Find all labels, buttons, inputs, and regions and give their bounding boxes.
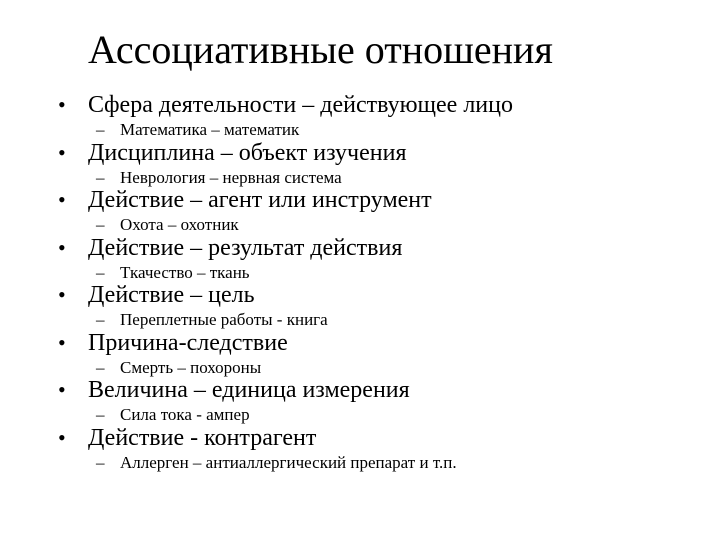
item-main-row xyxy=(58,233,402,263)
item-sub-text: Неврология – нервная система xyxy=(120,167,342,187)
item-sub-text: Охота – охотник xyxy=(120,215,239,234)
list-item xyxy=(58,90,698,138)
bullet-icon: • xyxy=(58,377,66,402)
item-sub-text: Ткачество – ткань xyxy=(120,262,250,282)
dash-icon: – xyxy=(96,262,105,282)
item-main-row xyxy=(58,280,255,310)
list-item xyxy=(58,423,698,471)
list-item xyxy=(58,138,698,186)
item-main-text: Причина-следствие xyxy=(88,329,288,356)
item-main-row xyxy=(58,90,513,120)
dash-icon: – xyxy=(96,167,105,187)
item-main-text: Действие – результат действия xyxy=(88,234,403,261)
item-main-row xyxy=(58,375,410,405)
bullet-icon: • xyxy=(58,282,66,307)
relations-list xyxy=(58,90,698,470)
dash-icon: – xyxy=(96,405,105,424)
item-sub-text: Смерть – похороны xyxy=(120,357,262,377)
bullet-icon: • xyxy=(58,424,66,450)
list-item xyxy=(58,375,698,423)
bullet-icon: • xyxy=(58,234,66,260)
item-sub-text: Сила тока - ампер xyxy=(120,405,250,424)
bullet-icon: • xyxy=(58,139,66,165)
slide-title: Ассоциативные отношения xyxy=(88,27,553,72)
dash-icon: – xyxy=(96,120,105,139)
item-main-text: Дисциплина – объект изучения xyxy=(88,139,407,166)
item-sub-text: Аллерген – антиаллергический препарат и т.п. xyxy=(120,452,457,472)
item-main-row xyxy=(58,328,288,358)
dash-icon: – xyxy=(96,310,105,329)
bullet-icon: • xyxy=(58,187,66,212)
item-main-row xyxy=(58,423,316,453)
dash-icon: – xyxy=(96,452,105,472)
item-main-text: Действие – цель xyxy=(88,282,255,308)
list-item xyxy=(58,233,698,281)
dash-icon: – xyxy=(96,357,105,377)
list-item xyxy=(58,185,698,233)
list-item xyxy=(58,280,698,328)
dash-icon: – xyxy=(96,215,105,234)
item-main-row xyxy=(58,138,407,168)
item-sub-text: Переплетные работы - книга xyxy=(120,310,328,329)
item-sub-text: Математика – математик xyxy=(120,120,300,139)
bullet-icon: • xyxy=(58,92,66,117)
item-main-text: Действие - контрагент xyxy=(88,424,317,451)
item-main-row xyxy=(58,185,432,215)
list-item xyxy=(58,328,698,376)
item-main-text: Сфера деятельности – действующее лицо xyxy=(88,92,513,118)
item-main-text: Действие – агент или инструмент xyxy=(88,187,432,213)
bullet-icon: • xyxy=(58,329,66,355)
item-main-text: Величина – единица измерения xyxy=(88,377,410,403)
item-sub-row xyxy=(96,452,457,474)
